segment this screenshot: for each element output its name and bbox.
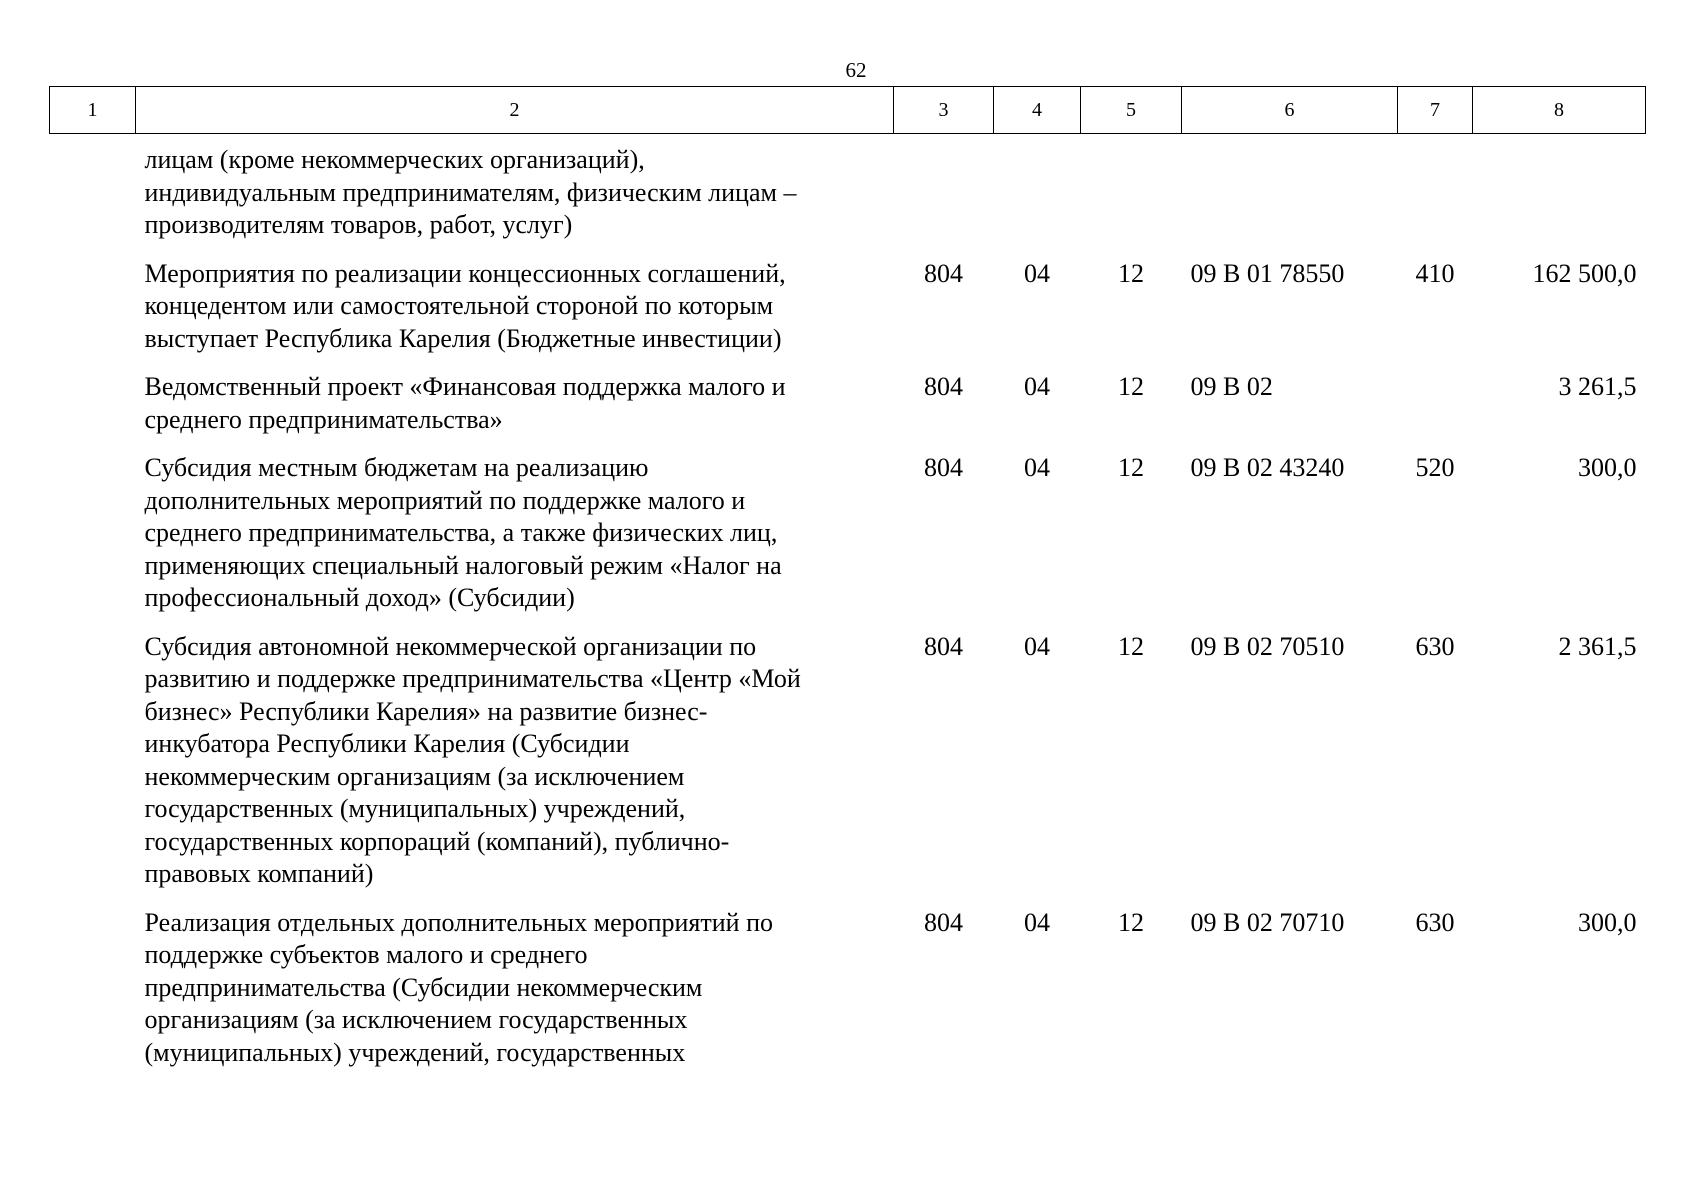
cell-col5: 12 [1118,258,1144,288]
cell-col1 [50,631,136,907]
cell-col7: 410 [1415,258,1455,288]
cell-col5: 12 [1118,453,1144,482]
cell-col8: 300,0 [1578,453,1637,482]
table-row [50,907,1646,1086]
cell-col6: 09 В 02 43240 [1190,453,1345,482]
cell-col8: 300,0 [1578,907,1637,937]
column-header-2: 2 [136,87,894,134]
cell-col1 [50,134,136,258]
cell-col3: 804 [924,258,963,288]
column-header-6: 6 [1182,87,1398,134]
table-row [50,371,1646,452]
cell-col7: 630 [1415,631,1455,661]
cell-col6: 09 В 01 78550 [1190,258,1345,288]
budget-table [49,86,1646,1085]
cell-col6: 09 В 02 [1190,372,1273,401]
table-row [50,258,1646,372]
cell-col8: 2 361,5 [1558,631,1637,661]
table-row [50,134,1646,258]
cell-col3: 804 [924,372,963,401]
header-row [50,87,1646,134]
cell-col1 [50,258,136,372]
table-body [50,134,1646,1086]
cell-col3: 804 [924,907,963,937]
column-header-3: 3 [894,87,994,134]
cell-description: Мероприятия по реализации концессионных соглашений, концедентом или самостоятельной стороной по которым выступает Республика Карелия (Бюджетные инвестиции) [144,258,786,353]
table-row [50,631,1646,907]
cell-col7 [1398,134,1473,258]
cell-col3 [894,134,994,258]
cell-col7: 630 [1415,907,1455,937]
cell-col6 [1182,134,1398,258]
cell-col5 [1081,134,1182,258]
cell-description: Реализация отдельных дополнительных мероприятий по поддержке субъектов малого и среднего предпринимательства (Субсидии некоммерческим организациям (за исключением государственных (муниципальных) учреждений, государственных [144,907,773,1067]
cell-description: Ведомственный проект «Финансовая поддержка малого и среднего предпринимательства» [144,372,786,434]
table-row [50,452,1646,631]
cell-col5: 12 [1118,631,1144,661]
cell-col4: 04 [1024,907,1050,937]
column-header-1: 1 [50,87,136,134]
column-header-5: 5 [1081,87,1182,134]
cell-col4: 04 [1024,453,1050,482]
cell-col4: 04 [1024,631,1050,661]
cell-description: Субсидия автономной некоммерческой организации по развитию и поддержке предпринимательства «Центр «Мой бизнес» Республики Карелия» на развитие бизнес- инкубатора Республики Карелия (Субсидии некоммерческим организациям (за исключением государственных (муниципальных) учреждений, государственных корпораций (компаний), публично- правовых компаний) [144,631,801,888]
column-header-8: 8 [1473,87,1646,134]
page-number: 62 [845,58,867,82]
cell-col7 [1398,371,1473,452]
cell-col3: 804 [924,631,963,661]
cell-col5: 12 [1118,907,1144,937]
cell-col8 [1473,134,1646,258]
column-header-4: 4 [994,87,1081,134]
cell-col4: 04 [1024,372,1050,401]
cell-col1 [50,452,136,631]
cell-col4: 04 [1024,258,1050,288]
cell-col8: 3 261,5 [1558,372,1637,401]
cell-col5: 12 [1118,372,1144,401]
cell-col6: 09 В 02 70510 [1190,631,1345,661]
cell-col1 [50,371,136,452]
cell-col3: 804 [924,453,963,482]
cell-col4 [994,134,1081,258]
cell-col1 [50,907,136,1086]
cell-col6: 09 В 02 70710 [1190,907,1345,937]
cell-description: Субсидия местным бюджетам на реализацию дополнительных мероприятий по поддержке малого и среднего предпринимательства, а также физических лиц, применяющих специальный налоговый режим «Налог на профессиональный доход» (Субсидии) [144,453,782,612]
column-header-7: 7 [1398,87,1473,134]
cell-col8: 162 500,0 [1532,258,1637,288]
cell-description: лицам (кроме некоммерческих организаций), индивидуальным предпринимателям, физическим лицам – производителям товаров, работ, услуг) [144,145,797,239]
cell-col7: 520 [1415,453,1455,482]
table-header [50,87,1646,134]
